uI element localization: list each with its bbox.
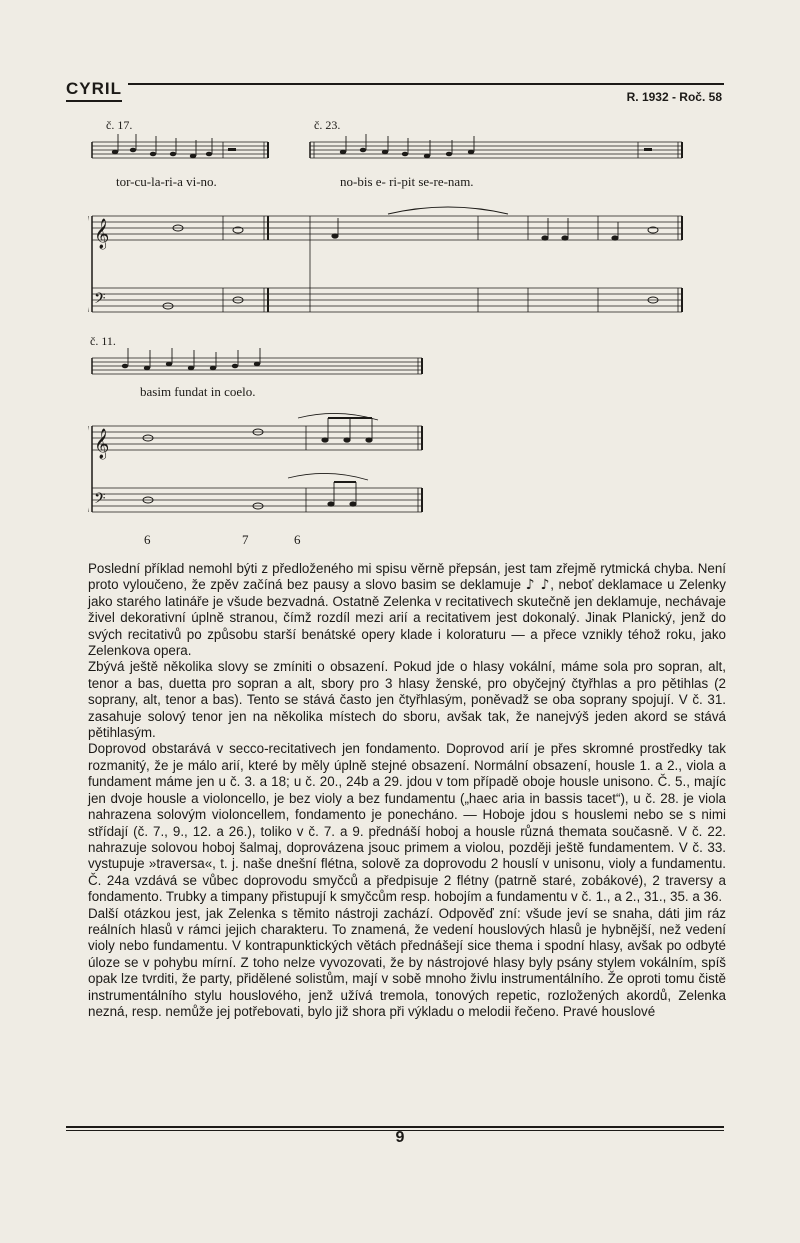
article-body (88, 561, 726, 1020)
lyric-ex11: basim fundat in coelo. (140, 384, 256, 399)
issue-info: R. 1932 - Roč. 58 (626, 90, 722, 104)
example-label-23: č. 23. (314, 118, 341, 132)
header-rule (128, 83, 724, 85)
example-label-17: č. 17. (106, 118, 133, 132)
eighth-notes-icon: ♪ ♪ (525, 577, 551, 594)
footer-rule (66, 1126, 724, 1128)
page-number: 9 (395, 1129, 405, 1146)
paragraph-2: Zbývá ještě několika slovy se zmíniti o obsazení. Pokud jde o hlasy vokální, máme sola pro sopran, alt, tenor a bas, duetta pro sopran a alt, sbory pro 3 hlasy ženské, pro obyčejný čtyřhlas a pro pětihlas (2 soprany, alt, tenor a bas). Tento se stává často jen čtyřhlasým, poněvadž se oba soprany spojují. V č. 31. zasahuje solový tenor jen na několika místech do sboru, avšak tak, že nanejvýš jeden akord se stává pětihlasým. (88, 659, 726, 741)
paragraph-1: Poslední příklad nemohl býti z předloženého mi spisu věrně přepsán, jest tam zřejmě rytmická chyba. Není proto vyloučeno, že zpěv začíná bez pausy a slovo basim se deklamuje ♪ ♪, neboť deklamace u Zelenky jako starého latináře je všude bezvadná. Ostatně Zelenka v recitativech skutečně jen deklamuje, nechávaje živel dekorativní úplně stranou, čímž rozdíl mezi arií a recitativem jest dokonalý. Jinak Planický, jenž do svých recitativů po způsobu starší benátské opery klade i koloraturu — a přece vznikly téhož roku, jako Zelenkova opera. (88, 561, 726, 659)
figured-bass-0: 6 (144, 532, 151, 547)
journal-title: CYRIL (66, 79, 122, 98)
lyric-ex23: no-bis e- ri-pit se-re-nam. (340, 174, 474, 189)
lyric-ex17: tor-cu-la-ri-a vi-no. (116, 174, 217, 189)
svg-text:𝄢: 𝄢 (94, 490, 106, 511)
svg-text:𝄞: 𝄞 (94, 429, 110, 459)
paragraph-4: Další otázkou jest, jak Zelenka s těmito nástroji zachází. Odpověď zní: všude jeví se snaha, dáti jim ráz reálních hlasů v rámci jejich charakteru. To znamená, že vedení houslových hlasů je hybnější, než vedení violy nebo fundamentu. V kontrapunktických větách přednášejí sice thema i spodní hlasy, avšak po odbyté úloze se v pohybu mírní. Z toho nelze vyvozovati, že by nástrojové hlasy byly psány stylem vokálním, spíš opak lze tvrditi, že party, přidělené solistům, mají v sobě mnoho živlu instrumentálního. Že oproti tomu čistě instrumentálního stylu houslového, jenž užívá tremola, tonových repetic, rozložených akordů, Zelenka nezná, resp. nemůže jej potřebovati, bylo již shora při výkladu o melodii řečeno. Pravé houslové (88, 905, 726, 1019)
svg-text:𝄞: 𝄞 (94, 219, 110, 249)
figured-bass-2: 6 (294, 532, 301, 547)
paragraph-3: Doprovod obstarává v secco-recitativech jen fondamento. Doprovod arií je přes skromné prostředky tak rozmanitý, že je málo arií, které by měly úplně stejné obsazení. Normální obsazení, housle 1. a 2., viola a fundament máme jen u č. 3. a 18; u č. 20., 24b a 29. jdou v tom případě oboje housle unisono. Č. 5., majíc jen dvoje housle a violoncello, je bez violy a bez fundamentu („haec aria in bassis tacet“), u č. 28. je viola nahrazena solovým violoncellem, fondamento je ponecháno. — Hoboje jdou s houslemi nebo se s nimi střídají (č. 7., 9., 12. a 26.), toliko v č. 7. a 9. přednáší hoboj a housle různá themata současně. V č. 22. nahrazuje solovou hoboj šalmaj, doprovázena jsouc primem a violou, později ještě fundamentem. V č. 33. vystupuje »traversa«, t. j. naše dnešní flétna, solově za doprovodu 2 houslí v unisonu, violy a fundamentu. Č. 24a vzdává se vůbec doprovodu smyčců a předpisuje 2 flétny (patrně staré, zobákové), 2 traversy a fondamento. Trubky a timpany přistupují k smyčcům resp. hobojím a fundamentu v č. 1., a 2., 31., 35. a 36. (88, 741, 726, 905)
figured-bass-1: 7 (242, 532, 249, 547)
svg-text:𝄢: 𝄢 (94, 290, 106, 311)
music-examples (88, 118, 728, 558)
example-label-11: č. 11. (90, 334, 116, 348)
